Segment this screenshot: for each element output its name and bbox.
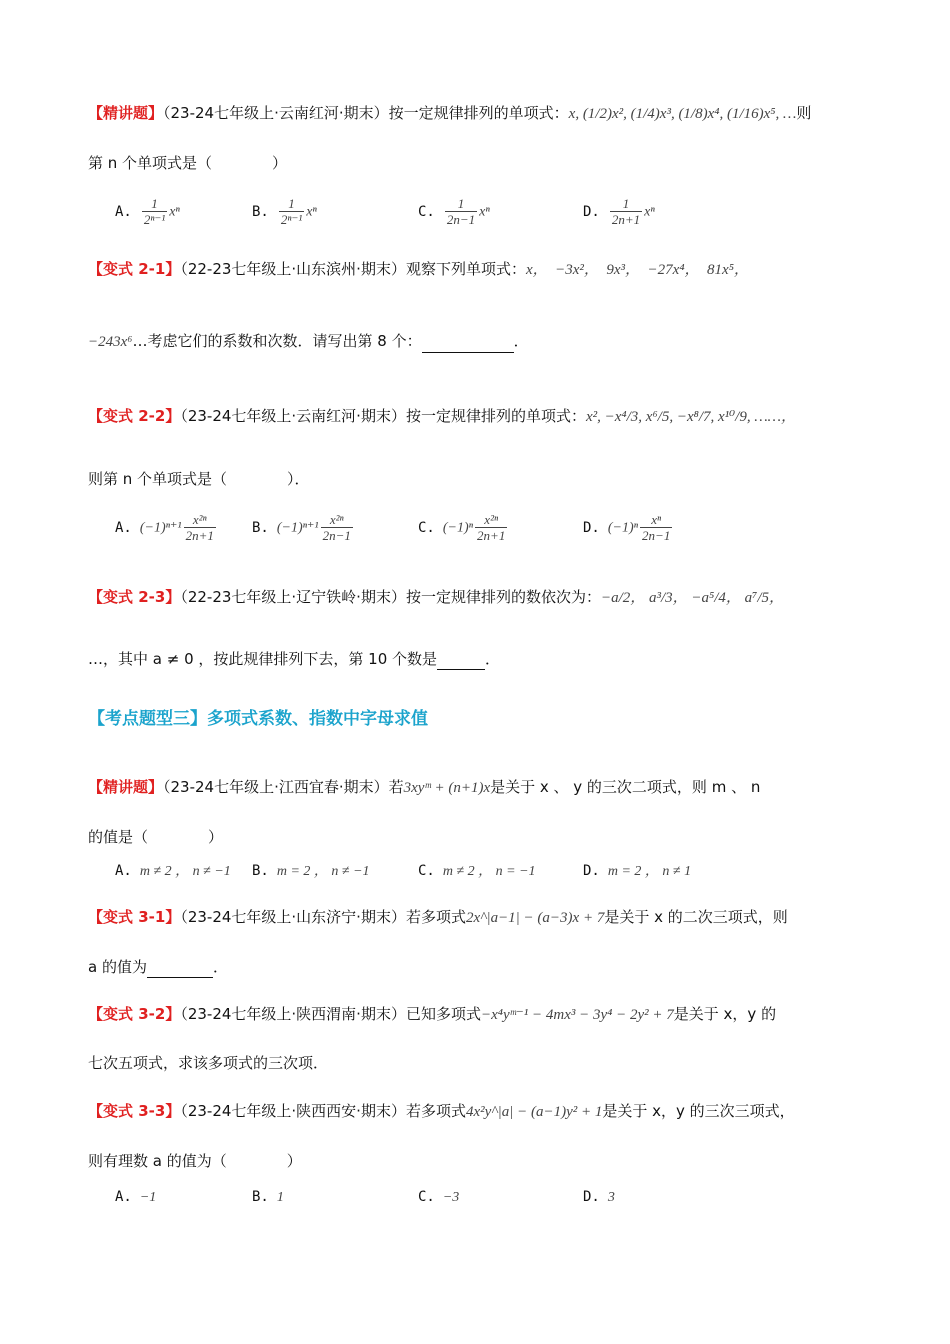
option-c[interactable]: C. (−1)ⁿ $\frac{\text{x²ⁿ}}{2n+1}$ <box>418 512 506 543</box>
v32-question: 七次五项式，求该多项式的三次项． <box>88 1054 329 1072</box>
option-c[interactable]: C. m ≠ 2 ， n = −1 <box>418 863 536 879</box>
v21-question: −243x⁶…考虑它们的系数和次数．请写出第 8 个： ． <box>88 330 529 353</box>
option-c[interactable]: C. $\frac{1}{2n-1}$ xⁿ <box>418 196 490 227</box>
option-c[interactable]: C. −3 <box>418 1189 460 1205</box>
answer-blank[interactable] <box>422 336 514 353</box>
v31-stem: 【变式 3-1】（23-24七年级上·山东济宁·期末）若多项式2x^|a−1| − (a−3)x + 7是关于 x 的二次三项式，则 <box>88 908 788 926</box>
answer-blank[interactable] <box>147 961 213 978</box>
sequence-expression: −a/2， a³/3， −a⁵/4， a⁷/5， <box>600 590 785 606</box>
option-b[interactable]: B. $\frac{1}{\text{2ⁿ⁻¹}}$ xⁿ <box>252 196 317 227</box>
question-tag: 【变式 2-3】 <box>88 588 181 606</box>
question-source: （22-23七年级上·辽宁铁岭·期末）按一定规律排列的数依次为： <box>180 588 601 606</box>
question-source: （23-24七年级上·陕西渭南·期末）已知多项式 <box>180 1005 481 1023</box>
v31-question: a 的值为 ． <box>88 958 228 976</box>
q1-stem: 【精讲题】（23-24七年级上·云南红河·期末）按一定规律排列的单项式：x, (1/2)x², (1/4)x³, (1/8)x⁴, (1/16)x⁵, …则 <box>88 104 812 122</box>
option-a[interactable]: A. −1 <box>115 1189 157 1205</box>
option-a[interactable]: A. m ≠ 2 ， n ≠ −1 <box>115 863 231 879</box>
v22-question: 则第 n 个单项式是（ ）． <box>88 470 310 488</box>
v23-stem <box>88 586 784 609</box>
q3-question: 的值是（ ） <box>88 828 224 846</box>
option-a[interactable]: A. (−1)ⁿ⁺¹ $\frac{\text{x²ⁿ}}{2n+1}$ <box>115 512 214 543</box>
option-b[interactable]: B. m = 2 ， n ≠ −1 <box>252 863 370 879</box>
v33-question: 则有理数 a 的值为（ ） <box>88 1152 302 1170</box>
sequence-expression: x, (1/2)x², (1/4)x³, (1/8)x⁴, (1/16)x⁵, … <box>568 106 797 122</box>
sequence-expression: x², −x⁴/3, x⁶/5, −x⁸/7, x¹⁰/9, ……， <box>585 409 796 425</box>
v32-stem: 【变式 3-2】（23-24七年级上·陕西渭南·期末）已知多项式−x⁴yᵐ⁻¹ − 4mx³ − 3y⁴ − 2y² + 7是关于 x，y 的 <box>88 1005 777 1023</box>
q3-stem: 【精讲题】（23-24七年级上·江西宜春·期末）若3xyᵐ + (n+1)x是关于 x 、 y 的三次二项式，则 m 、 n <box>88 778 761 796</box>
question-tag: 【变式 3-1】 <box>88 908 181 926</box>
q1-question: 第 n 个单项式是（ ） <box>88 154 288 172</box>
question-tag: 【变式 3-3】 <box>88 1102 181 1120</box>
option-d[interactable]: D. (−1)ⁿ $\frac{\text{xⁿ}}{2n-1}$ <box>583 512 671 543</box>
question-source: （23-24七年级上·陕西西安·期末）若多项式 <box>180 1102 466 1120</box>
polynomial-expression: −x⁴yᵐ⁻¹ − 4mx³ − 3y⁴ − 2y² + 7 <box>480 1007 674 1023</box>
question-source: （23-24七年级上·云南红河·期末）按一定规律排列的单项式： <box>163 104 569 122</box>
question-source: （22-23七年级上·山东滨州·期末）观察下列单项式： <box>180 260 526 278</box>
question-tag: 【变式 2-1】 <box>88 260 181 278</box>
option-d[interactable]: D. 3 <box>583 1189 615 1205</box>
option-b[interactable]: B. (−1)ⁿ⁺¹ $\frac{\text{x²ⁿ}}{2n-1}$ <box>252 512 351 543</box>
v21-stem <box>88 258 749 281</box>
option-d[interactable]: D. m = 2 ， n ≠ 1 <box>583 863 692 879</box>
option-b[interactable]: B. 1 <box>252 1189 284 1205</box>
option-a[interactable]: A. $\frac{1}{\text{2ⁿ⁻¹}}$ xⁿ <box>115 196 180 227</box>
terms-expression: x， −3x²， 9x³， −27x⁴， 81x⁵， <box>525 262 749 278</box>
polynomial-expression: 2x^|a−1| − (a−3)x + 7 <box>465 910 605 926</box>
question-source: （23-24七年级上·江西宜春·期末）若 <box>163 778 404 796</box>
option-d[interactable]: D. $\frac{1}{2n+1}$ xⁿ <box>583 196 655 227</box>
question-source: （23-24七年级上·云南红河·期末）按一定规律排列的单项式： <box>180 407 586 425</box>
question-tag: 【变式 3-2】 <box>88 1005 181 1023</box>
question-tag: 【变式 2-2】 <box>88 407 181 425</box>
v33-stem: 【变式 3-3】（23-24七年级上·陕西西安·期末）若多项式4x²y^|a| − (a−1)y² + 1是关于 x，y 的三次三项式， <box>88 1102 795 1120</box>
question-tag: 【精讲题】 <box>88 778 164 796</box>
polynomial-expression: 3xyᵐ + (n+1)x <box>403 780 491 796</box>
v22-stem <box>88 405 796 428</box>
section-heading: 【考点题型三】多项式系数、指数中字母求值 <box>88 709 428 729</box>
polynomial-expression: 4x²y^|a| − (a−1)y² + 1 <box>465 1104 603 1120</box>
answer-blank[interactable] <box>437 653 485 670</box>
question-source: （23-24七年级上·山东济宁·期末）若多项式 <box>180 908 466 926</box>
question-tag: 【精讲题】 <box>88 104 164 122</box>
v23-question: …，其中 a ≠ 0 ，按此规律排列下去，第 10 个数是 ． <box>88 650 501 668</box>
